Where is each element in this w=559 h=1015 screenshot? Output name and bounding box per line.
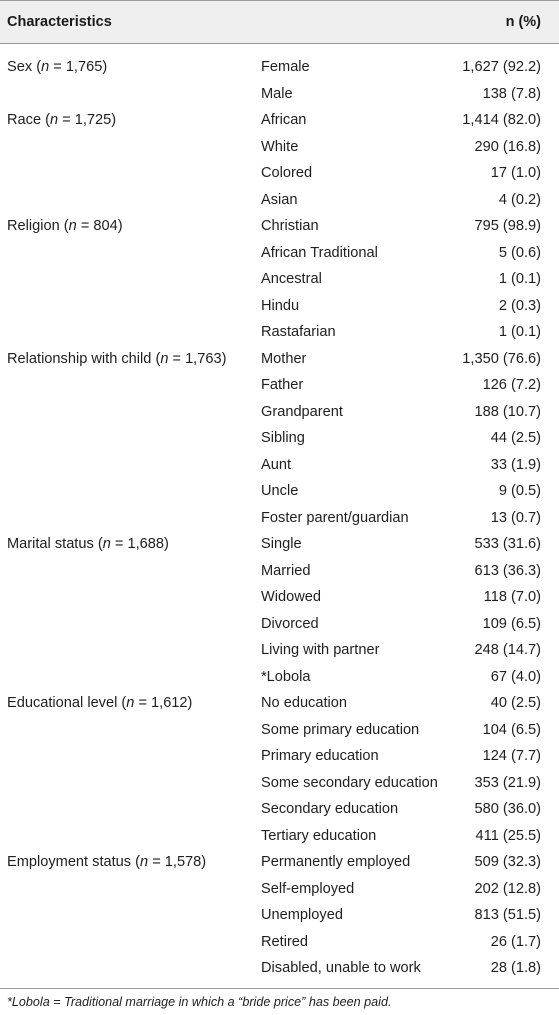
group-n-count: = 1,578) [148, 854, 207, 870]
category-label: Secondary education [261, 801, 399, 817]
table-row [0, 796, 559, 823]
table-row [0, 823, 559, 850]
category-label: Living with partner [261, 642, 380, 658]
table-row [0, 876, 559, 903]
table-header [0, 0, 559, 44]
category-label: Grandparent [261, 403, 343, 420]
group-n-count: = 1,725) [58, 112, 117, 128]
category-label: Hindu [261, 297, 300, 314]
category-value: 1,414 (82.0) [462, 112, 541, 128]
group-label [7, 531, 169, 558]
table-row [0, 743, 559, 770]
category-label: Christian [261, 218, 319, 234]
category-value: 1,627 (92.2) [462, 59, 541, 75]
group-n-symbol: n [160, 350, 169, 367]
category-label: Male [261, 85, 293, 102]
header-characteristics: Characteristics [7, 14, 112, 30]
group-n-count: = 1,612) [134, 695, 193, 711]
table-row [0, 213, 559, 240]
table-row [0, 160, 559, 187]
category-value: 613 (36.3) [474, 562, 541, 579]
category-value: 67 (4.0) [490, 668, 541, 685]
group-label [7, 54, 107, 81]
category-label: Uncle [261, 483, 299, 499]
category-value: 126 (7.2) [482, 377, 541, 393]
table-row [0, 849, 559, 876]
category-value: 290 (16.8) [474, 138, 541, 155]
table-row [0, 240, 559, 267]
category-value: 104 (6.5) [482, 721, 541, 738]
category-label: African [261, 112, 307, 128]
group-n-count: = 1,765) [49, 59, 108, 75]
table-row [0, 770, 559, 797]
category-value: 109 (6.5) [482, 615, 541, 632]
table-row [0, 81, 559, 108]
category-value: 795 (98.9) [474, 218, 541, 234]
group-label [7, 213, 123, 240]
table-row [0, 425, 559, 452]
category-value: 248 (14.7) [474, 642, 541, 658]
table-row [0, 293, 559, 320]
category-label: Father [261, 377, 304, 393]
category-label: Asian [261, 191, 298, 208]
category-value: 17 (1.0) [490, 165, 541, 181]
category-value: 509 (32.3) [474, 854, 541, 870]
group-label-text: Marital status ( [7, 536, 103, 552]
category-value: 124 (7.7) [482, 748, 541, 764]
category-value: 1,350 (76.6) [462, 350, 541, 367]
table-row [0, 584, 559, 611]
group-label-text: Sex ( [7, 59, 42, 75]
category-value: 2 (0.3) [498, 297, 541, 314]
category-label: African Traditional [261, 244, 378, 261]
table-row [0, 187, 559, 214]
group-n-symbol: n [102, 536, 111, 552]
table-row [0, 955, 559, 982]
category-label: Primary education [261, 748, 379, 764]
category-label: *Lobola [261, 668, 311, 685]
group-n-symbol: n [68, 218, 77, 234]
table-row [0, 107, 559, 134]
category-value: 411 (25.5) [475, 827, 541, 844]
category-value: 533 (31.6) [474, 536, 541, 552]
group-n-count: = 1,763) [168, 350, 227, 367]
category-label: Widowed [261, 589, 322, 605]
group-label-text: Educational level ( [7, 695, 127, 711]
table-row [0, 372, 559, 399]
table-row [0, 717, 559, 744]
category-label: Unemployed [261, 907, 343, 923]
table-row [0, 690, 559, 717]
table-row [0, 664, 559, 691]
category-label: Rastafarian [261, 324, 336, 340]
group-label-text: Religion ( [7, 218, 69, 234]
table-row [0, 319, 559, 346]
category-value: 40 (2.5) [490, 695, 541, 711]
category-label: Aunt [261, 456, 292, 473]
category-label: Retired [261, 933, 309, 950]
category-label: Colored [261, 165, 313, 181]
category-label: Disabled, unable to work [261, 960, 421, 976]
table-row [0, 54, 559, 81]
category-value: 138 (7.8) [482, 85, 541, 102]
group-n-symbol: n [140, 854, 149, 870]
group-label-text: Employment status ( [7, 854, 141, 870]
group-label-text: Relationship with child ( [7, 350, 161, 367]
table-row [0, 478, 559, 505]
category-label: Some primary education [261, 721, 420, 738]
category-value: 202 (12.8) [474, 880, 541, 897]
category-label: Single [261, 536, 302, 552]
table-row [0, 558, 559, 585]
category-value: 118 (7.0) [483, 589, 541, 605]
category-label: Mother [261, 350, 307, 367]
table-row [0, 929, 559, 956]
table-footnote: *Lobola = Traditional marriage in which a “bride price” has been paid. [7, 994, 392, 1009]
category-value: 13 (0.7) [490, 509, 541, 526]
table-row [0, 531, 559, 558]
group-label-text: Race ( [7, 112, 50, 128]
category-value: 44 (2.5) [490, 430, 541, 446]
category-value: 813 (51.5) [474, 907, 541, 923]
category-value: 1 (0.1) [498, 271, 541, 287]
category-value: 28 (1.8) [490, 960, 541, 976]
category-value: 353 (21.9) [474, 774, 541, 791]
table-row [0, 902, 559, 929]
category-label: Permanently employed [261, 854, 411, 870]
group-n-symbol: n [49, 112, 59, 128]
table-row [0, 611, 559, 638]
table-row [0, 399, 559, 426]
group-n-symbol: n [41, 59, 50, 75]
table-row [0, 505, 559, 532]
category-label: Sibling [261, 430, 305, 446]
category-label: Self-employed [261, 880, 355, 897]
category-label: Female [261, 59, 310, 75]
group-label [7, 346, 226, 373]
category-value: 4 (0.2) [498, 191, 541, 208]
category-label: Ancestral [261, 271, 322, 287]
group-label [7, 849, 206, 876]
table-row [0, 266, 559, 293]
category-label: Foster parent/guardian [261, 509, 409, 526]
category-value: 580 (36.0) [474, 801, 541, 817]
category-label: Tertiary education [261, 827, 377, 844]
category-value: 9 (0.5) [498, 483, 541, 499]
table-row [0, 637, 559, 664]
group-n-count: = 1,688) [110, 536, 169, 552]
group-label [7, 107, 116, 134]
category-value: 1 (0.1) [498, 324, 541, 340]
group-n-symbol: n [126, 695, 135, 711]
group-n-count: = 804) [76, 218, 123, 234]
group-label [7, 690, 192, 717]
header-n-percent: n (%) [505, 14, 541, 30]
category-value: 5 (0.6) [498, 244, 541, 261]
category-label: Married [261, 562, 311, 579]
category-label: White [261, 138, 299, 155]
table-row [0, 452, 559, 479]
category-label: Divorced [261, 615, 319, 632]
category-value: 26 (1.7) [490, 933, 541, 950]
category-label: No education [261, 695, 348, 711]
category-label: Some secondary education [261, 774, 438, 791]
table-row [0, 346, 559, 373]
category-value: 188 (10.7) [474, 403, 541, 420]
category-value: 33 (1.9) [490, 456, 541, 473]
table-row [0, 134, 559, 161]
table-body [0, 44, 559, 989]
